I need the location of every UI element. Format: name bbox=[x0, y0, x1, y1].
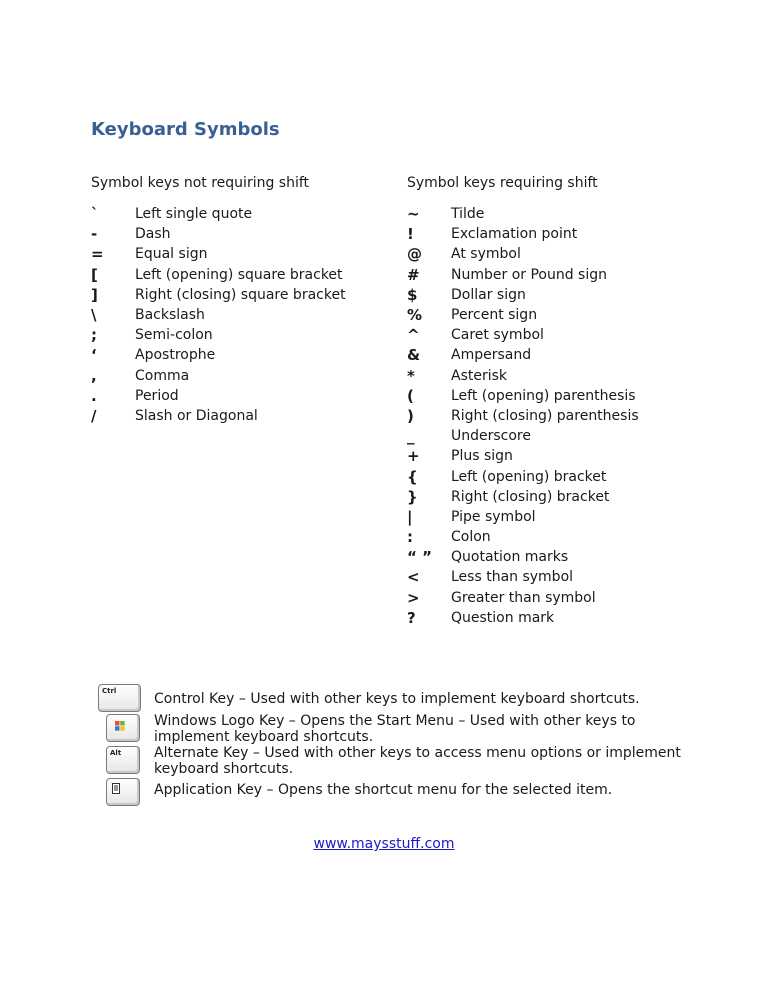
symbol: { bbox=[407, 467, 418, 486]
symbol-description: Quotation marks bbox=[451, 549, 569, 566]
symbol: = bbox=[91, 245, 104, 264]
list-item bbox=[91, 224, 391, 244]
symbol-description: Colon bbox=[451, 529, 491, 546]
symbol: _ bbox=[407, 427, 415, 446]
symbol-description: Less than symbol bbox=[451, 569, 574, 586]
symbol: > bbox=[407, 588, 420, 607]
list-item bbox=[407, 588, 747, 608]
list-item bbox=[91, 345, 391, 365]
symbol: ? bbox=[407, 608, 416, 627]
symbol: \ bbox=[91, 306, 97, 325]
symbol: “ ” bbox=[407, 548, 432, 567]
symbol-description: Left (opening) bracket bbox=[451, 468, 607, 485]
list-item bbox=[91, 204, 391, 224]
symbol-description: Period bbox=[135, 387, 179, 404]
symbol-description: Percent sign bbox=[451, 307, 538, 324]
list-item bbox=[407, 567, 747, 587]
list-item bbox=[407, 406, 747, 426]
symbol-description: Tilde bbox=[451, 206, 485, 223]
list-item bbox=[407, 204, 747, 224]
symbol: < bbox=[407, 568, 420, 587]
list-item bbox=[91, 265, 391, 285]
footer bbox=[0, 836, 768, 852]
symbol: + bbox=[407, 447, 420, 466]
list-item bbox=[91, 406, 391, 426]
symbol: , bbox=[91, 366, 97, 385]
shifted-symbols-column bbox=[407, 174, 747, 628]
symbol: ! bbox=[407, 225, 414, 244]
symbol-description: Dollar sign bbox=[451, 286, 526, 303]
windows-key-row bbox=[106, 714, 140, 742]
symbol: # bbox=[407, 265, 420, 284]
symbol-description: Greater than symbol bbox=[451, 589, 596, 606]
symbol: / bbox=[91, 406, 97, 425]
list-item bbox=[407, 265, 747, 285]
symbol-description: Underscore bbox=[451, 428, 531, 445]
symbol-description: Backslash bbox=[135, 307, 205, 324]
unshifted-symbols-column bbox=[91, 174, 391, 426]
symbol: : bbox=[407, 528, 413, 547]
symbol-description: Left (opening) square bracket bbox=[135, 266, 343, 283]
symbol-description: Plus sign bbox=[451, 448, 513, 465]
symbol: - bbox=[91, 225, 98, 244]
list-item bbox=[91, 366, 391, 386]
symbol-description: Right (closing) bracket bbox=[451, 488, 610, 505]
ctrl-key-icon bbox=[98, 684, 141, 712]
symbol: | bbox=[407, 507, 413, 526]
symbol-description: Ampersand bbox=[451, 347, 532, 364]
page-title: Keyboard Symbols bbox=[91, 119, 280, 140]
symbol: $ bbox=[407, 285, 418, 304]
symbol-description: Pipe symbol bbox=[451, 508, 536, 525]
alt-key-icon bbox=[106, 746, 140, 774]
list-item bbox=[407, 507, 747, 527]
unshifted-symbol-list bbox=[91, 204, 391, 426]
symbol-description: Apostrophe bbox=[135, 347, 216, 364]
list-item bbox=[91, 305, 391, 325]
symbol-description: Asterisk bbox=[451, 367, 508, 384]
alt-key-row bbox=[106, 746, 140, 774]
list-item bbox=[407, 386, 747, 406]
application-key-icon bbox=[106, 778, 140, 806]
symbol: ( bbox=[407, 386, 414, 405]
symbol-description: Number or Pound sign bbox=[451, 266, 607, 283]
list-item bbox=[407, 366, 747, 386]
list-item bbox=[407, 466, 747, 486]
symbol-description: Left single quote bbox=[135, 206, 253, 223]
symbol-description: Dash bbox=[135, 226, 171, 243]
symbol: ] bbox=[91, 285, 98, 304]
symbol-description: Left (opening) parenthesis bbox=[451, 387, 636, 404]
symbol-description: Semi-colon bbox=[135, 327, 213, 344]
application-key-description: Application Key – Opens the shortcut menu for the selected item. bbox=[154, 782, 613, 798]
symbol: ` bbox=[91, 205, 99, 224]
symbol-description: Equal sign bbox=[135, 246, 208, 263]
list-item bbox=[407, 426, 747, 446]
ctrl-key-row bbox=[98, 684, 141, 712]
list-item bbox=[407, 487, 747, 507]
symbol: @ bbox=[407, 245, 422, 264]
symbol-description: Caret symbol bbox=[451, 327, 544, 344]
list-item bbox=[407, 244, 747, 264]
ctrl-key-description: Control Key – Used with other keys to implement keyboard shortcuts. bbox=[154, 691, 640, 707]
list-item bbox=[91, 325, 391, 345]
symbol: ; bbox=[91, 326, 97, 345]
menu-glyph-icon bbox=[112, 783, 121, 795]
website-link[interactable]: www.maysstuff.com bbox=[313, 836, 455, 852]
symbol: ‘ bbox=[91, 346, 97, 365]
symbol-description: Question mark bbox=[451, 609, 555, 626]
symbol: & bbox=[407, 346, 421, 365]
unshifted-heading: Symbol keys not requiring shift bbox=[91, 175, 310, 191]
symbol: } bbox=[407, 487, 418, 506]
symbol-description: Comma bbox=[135, 367, 190, 384]
symbol: . bbox=[91, 386, 97, 405]
shifted-symbol-list bbox=[407, 204, 747, 628]
application-key-row bbox=[106, 778, 140, 806]
alt-key-label: Alt bbox=[110, 749, 122, 757]
list-item bbox=[407, 547, 747, 567]
windows-logo-key-icon bbox=[106, 714, 140, 742]
list-item bbox=[407, 608, 747, 628]
symbol-description: Slash or Diagonal bbox=[135, 407, 258, 424]
list-item bbox=[91, 244, 391, 264]
ctrl-key-label: Ctrl bbox=[102, 687, 117, 695]
list-item bbox=[91, 285, 391, 305]
list-item bbox=[407, 527, 747, 547]
list-item bbox=[407, 285, 747, 305]
list-item bbox=[407, 325, 747, 345]
windows-key-description: Windows Logo Key – Opens the Start Menu – Used with other keys to implement keyboard shortcuts. bbox=[154, 713, 636, 745]
symbol: * bbox=[407, 366, 415, 385]
symbol-description: Right (closing) square bracket bbox=[135, 286, 346, 303]
symbol: ^ bbox=[407, 326, 420, 345]
symbol: ) bbox=[407, 406, 414, 425]
symbol: % bbox=[407, 306, 423, 325]
list-item bbox=[407, 446, 747, 466]
shifted-heading: Symbol keys requiring shift bbox=[407, 175, 598, 191]
list-item bbox=[407, 305, 747, 325]
list-item bbox=[407, 345, 747, 365]
symbol-description: At symbol bbox=[451, 246, 521, 263]
symbol: ~ bbox=[407, 205, 420, 224]
alt-key-description: Alternate Key – Used with other keys to access menu options or implement keyboard shortcuts. bbox=[154, 745, 681, 777]
symbol: [ bbox=[91, 265, 98, 284]
windows-flag-icon bbox=[115, 721, 125, 731]
symbol-description: Exclamation point bbox=[451, 226, 578, 243]
list-item bbox=[407, 224, 747, 244]
symbol-description: Right (closing) parenthesis bbox=[451, 407, 639, 424]
list-item bbox=[91, 386, 391, 406]
